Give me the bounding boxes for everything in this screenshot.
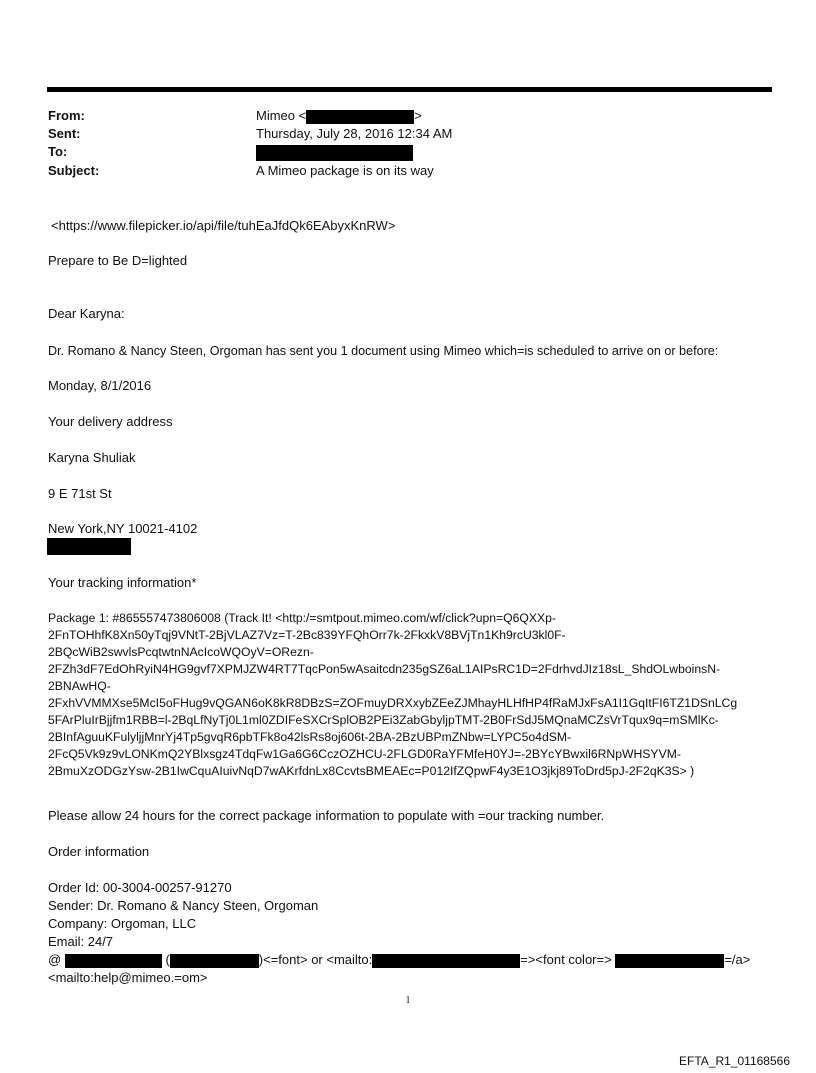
- tracking-block: [48, 610, 778, 780]
- email-header: [48, 107, 778, 182]
- redaction-box: [306, 110, 414, 124]
- sender-line: Sender: Dr. Romano & Nancy Steen, Orgoman: [48, 898, 319, 913]
- image-link[interactable]: <https://www.filepicker.io/api/file/tuhEaJfdQk6EAbyxKnRW>: [51, 218, 396, 233]
- redaction-box: [256, 145, 413, 161]
- redaction-box: [372, 954, 520, 968]
- tracking-line: 2BmuXzODGzYsw-2B1IwCquAIuivNqD7wAKrfdnLx8CcvtsBMEAEc=P012IfZQpwF4y3E1O3jkj89ToDrd5pJ-2F2qK3S> ): [48, 764, 695, 778]
- redaction-box: [47, 538, 131, 555]
- order-heading: Order information: [48, 844, 150, 859]
- tracking-line: 2FnTOHhfK8Xn50yTqj9VNtT-2BjVLAZ7Vz=T-2Bc839YFQhOrr7k-2FkxkV8BVjTn1Kh9rcU3kl0F-: [48, 628, 566, 642]
- order-block: [48, 879, 778, 987]
- street-address: 9 E 71st St: [48, 486, 112, 501]
- tracking-heading: Your tracking information*: [48, 575, 197, 590]
- from-label: From:: [48, 108, 85, 123]
- document-id: EFTA_R1_01168566: [679, 1054, 790, 1068]
- city-line: New York,NY 10021-4102: [48, 521, 198, 536]
- tracking-line: 2BNAwHQ-: [48, 679, 111, 693]
- redaction-box: [615, 954, 724, 968]
- sent-label: Sent:: [48, 126, 81, 141]
- allow-note: Please allow 24 hours for the correct package information to populate with =our tracking number.: [48, 808, 605, 823]
- tracking-line: 2FxhVVMMXse5McI5oFHug9vQGAN6oK8kR8DBzS=ZOFmuyDRXxybZEeZJMhayHLHfHP4fRaMJxFsA1I1GqItFI6TZ1DSnLCg: [48, 696, 738, 710]
- to-value: [256, 143, 413, 161]
- tracking-line: 2BInfAguuKFulyljjMnrYj4Tp5gvqR6pbTFk8o42lsRs8oj606t-2BA-2BzUBPmZNbw=LYPC5o4dSM-: [48, 730, 572, 744]
- tracking-line[interactable]: Package 1: #865557473806008 (Track It! <http:/=smtpout.mimeo.com/wf/click?upn=Q6QXXp-: [48, 611, 556, 625]
- recipient-name: Karyna Shuliak: [48, 450, 136, 465]
- tracking-line: 2FZh3dF7EdOhRyiN4HG9gvf7XPMJZW4RT7TqcPon5wAsaitcdn235gSZ6aL1AIPsRC1D=2FdrhvdJIz18sL_ShdOLwboinsN-: [48, 662, 721, 676]
- from-value: Mimeo < >: [256, 108, 422, 123]
- redaction-box: [65, 954, 162, 968]
- email-line: Email: 24/7: [48, 934, 114, 949]
- header-rule: [47, 87, 772, 92]
- intro-paragraph: Dr. Romano & Nancy Steen, Orgoman has sent you 1 document using Mimeo which=is scheduled to arrive on or before:: [48, 344, 719, 358]
- tracking-line: 5FArPluIrBjjfm1RBB=l-2BqLfNyTj0L1ml0ZDIFeSXCrSplOB2PEi3ZabGbyljpTMT-2B0FrSdJ5MQnaMCZsVrTqux9q=mSMlKc-: [48, 713, 719, 727]
- company-line: Company: Orgoman, LLC: [48, 916, 197, 931]
- redaction-box: [170, 954, 259, 968]
- subject-label: Subject:: [48, 163, 100, 178]
- tagline: Prepare to Be D=lighted: [48, 253, 188, 268]
- contact-line: @ ( )<=font> or <mailto: =><font color=> =/a>: [48, 952, 751, 967]
- arrival-date: Monday, 8/1/2016: [48, 378, 152, 393]
- help-mailto[interactable]: <mailto:help@mimeo.=om>: [48, 970, 208, 985]
- delivery-heading: Your delivery address: [48, 414, 173, 429]
- order-id: Order Id: 00-3004-00257-91270: [48, 880, 232, 895]
- tracking-line: 2BQcWiB2swvlsPcqtwtnNAcIcoWQOyV=ORezn-: [48, 645, 314, 659]
- greeting: Dear Karyna:: [48, 306, 125, 321]
- sent-value: Thursday, July 28, 2016 12:34 AM: [256, 126, 453, 141]
- subject-value: A Mimeo package is on its way: [256, 163, 434, 178]
- to-label: To:: [48, 144, 68, 159]
- tracking-line: 2FcQ5Vk9z9vLONKmQ2YBlxsgz4TdqFw1Ga6G6CczOZHCU-2FLGD0RaYFMfeH0YJ=-2BYcYBwxil6RNpWHSYVM-: [48, 747, 681, 761]
- page-number: 1: [405, 995, 411, 1006]
